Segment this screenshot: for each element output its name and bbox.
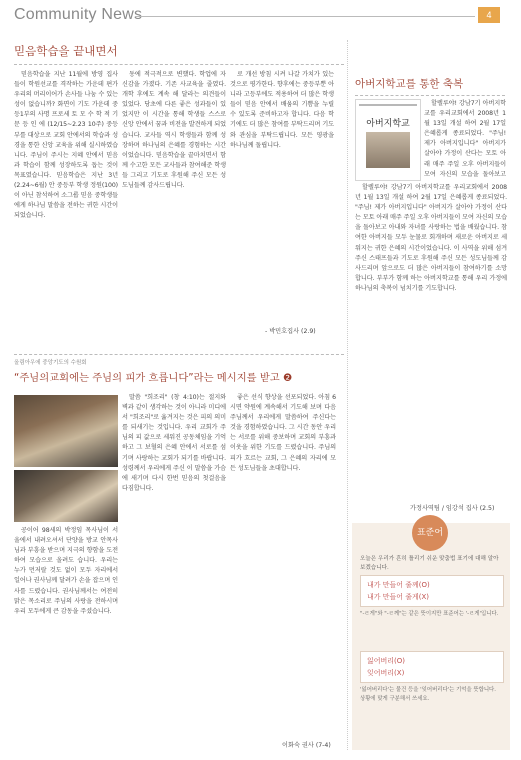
feature-col-1: 공이어 98세의 박정임 목사님이 서울에서 내려오셔서 단양을 방교 안목사님과 부흥을 받으며 지극의 향함을 도전하여 모습으로 올려도 습니다. 우리는 누가 먼저랄 것도 없이 모두 자리에서 일어나 권사님께 달려가 손을 잡으며 인사를 드렸습니다. 권사님께서는 여전히 맑은 목소리로 주님의 사랑을 전하시며 우리 모두에게 큰 감동을 주셨습니다. bbox=[14, 527, 118, 615]
father-school-book-cover: 아버지학교 bbox=[355, 99, 421, 181]
feature-title: “주님의교회에는 주님의 피가 흐릅니다”라는 메시지를 받고 ❷ bbox=[14, 372, 293, 384]
example-2: 잃어버리(O) 잊어버리(X) bbox=[360, 651, 504, 683]
feature-photo-2 bbox=[14, 470, 118, 522]
page-header bbox=[0, 0, 521, 30]
article-signature: - 박민호집사 (2.9) bbox=[265, 328, 316, 335]
column-divider bbox=[347, 40, 348, 750]
header-divider bbox=[135, 16, 475, 17]
example-1: 내가 만들어 줄께(O) 내가 만들어 줄게(X) bbox=[360, 575, 504, 607]
title-rule bbox=[14, 64, 344, 65]
section-title: Community News bbox=[14, 6, 143, 23]
right-title-rule bbox=[355, 95, 505, 96]
feature-signature: 이화숙 권사 (7-4) bbox=[282, 742, 331, 749]
example-1-note: "-ㄹ게"와 "-ㄹ께"는 같은 뜻이지만 표준어는 '-ㄹ게'입니다. bbox=[360, 611, 499, 617]
article-title-mideum: 믿음학습을 끝내면서 bbox=[14, 44, 118, 58]
box-intro: 오늘은 우리가 흔히 틀리기 쉬운 맞춤법 표기에 대해 알아보겠습니다. bbox=[360, 556, 499, 571]
father-school-signature: 가정사역팀 / 임강석 집사 (2.5) bbox=[410, 505, 495, 512]
feature-col-3: 좋은 선식 향상을 선포되었다. 아침 6시면 약원에 계속해서 기도해 보며 다음 주님께서 우리에게 말씀하여 주신다는 것을 경험하였습니다. 그 시간 동안 우리는 서로를 위해 중보하며 교회의 부흥과 이웃을 위한 기도를 드렸습니다. 주님의 피가 흐르는 교회, 그 은혜의 자리에 모든 성도님들을 초대합니다. bbox=[230, 394, 336, 472]
standard-korean-badge: 표준어 bbox=[412, 515, 448, 551]
father-school-text-body: 할렐루야! 강남7기 아버지학교를 우리교회에서 2008년 1월 13일 개설 하여 2월 17일 은혜롭게 종료되었다. "주님! 제가 아버지입니다" 아버지가 살아야 가정이 산다는 모토 아래 매주 주일 오후 아버지들이 모여 자신의 모습을 돌아보고 아내와 자녀를 사랑하는 법을 배웠습니다. 참여한 아버지들 모두 눈물로 회개하며 새로운 아버지로 세워지는 귀한 은혜의 시간이었습니다. 이 사역을 위해 섬겨주신 스태프들과 기도로 후원해 주신 모든 성도님들께 감사드리며 앞으로도 더 많은 아버지들이 참여하기를 소망합니다. 부부가 함께 하는 아버지학교를 통해 우리 가정에 하나님의 축복이 넘치기를 기도합니다. bbox=[355, 184, 507, 292]
article-col-2: 동에 적극적으로 변했다. 학업에 자신감을 가졌다. 기존 사교육을 줄였다. 개학 후에도 계속 해 달라는 의견들이 있었다. 당초에 다른 좋은 성과들이 있었지만 이 시간을 통해 학생들 스스로 신앙 안에서 꿈과 비전을 발견하게 되었습니다. 교사들 역시 학생들과 함께 성장하며 하나님의 은혜를 경험하는 시간이었습니다. 믿음학습을 끝마치면서 함께 수고한 모든 교사들과 참여해준 학생들 그리고 기도로 후원해 주신 모든 성도님들께 감사드립니다. bbox=[122, 71, 226, 190]
feature-kicker: 올림아우에 중앙기도의 수원회 bbox=[14, 360, 87, 366]
page-number: 4 bbox=[478, 7, 500, 23]
feature-top-rule bbox=[14, 354, 344, 355]
standard-korean-box bbox=[352, 523, 510, 750]
example-2-note: '잃어버리다'는 물건 등을 '잊어버리다'는 기억을 뜻합니다. 상황에 맞게 구분해서 쓰세요. bbox=[360, 687, 496, 702]
feature-photo-1 bbox=[14, 395, 118, 467]
article-title-father-school: 아버지학교를 통한 축복 bbox=[355, 78, 464, 90]
father-school-text-top: 할렐루야! 강남7기 아버지학교를 우리교회에서 2008년 1월 13일 개설 하여 2월 17일 은혜롭게 종료되었다. "주님! 제가 아버지입니다" 아버지가 살아야 가정이 산다는 모토 아래 매주 주일 오후 아버지들이 모여 자신의 모습을 돌아보고 bbox=[424, 100, 506, 178]
feature-col-2: 말씀 "희조리" (창 4:10)는 절지와 벽과 같이 생각하는 것이 아니라 미디에서 "희조리"로 옮겨지는 것은 피의 의미를 되새기는 것입니다. 우리 교회가 주님의 피 값으로 세워진 공동체임을 기억하고 그 보혈의 은혜 안에서 서로를 섬기며 사랑하는 교회가 되기를 바랍니다. 성령께서 우리에게 주신 이 말씀을 가슴에 새기며 다시 한번 믿음의 첫걸음을 다짐합니다. bbox=[122, 394, 226, 492]
article-col-1: 믿음학습을 지난 11월에 방영 집사들이 학원선교를 격작하는 가운데 편가 우리의 머리이어가 손사들 나눔 수 있는 성이 없습니까? 화면이 기도 가운데 중등1부의 사명 프로세 토 모 수 학 적 기 문 등 인 에 (12/15~2.23 10주) 중등부를 대상으로 교회 안에서의 학습과 성경을 통한 신앙 교육을 위해 실시하였습니다. 주님이 주시는 지혜 안에서 믿음과 학습이 함께 성장하도록 돕는 것이 목표였습니다. 믿음학습은 지난 3년 (2.24~6월) 안 중등부 학생 정원(100)이 아닌 참석하여 소그룹 믿음 중학생들에게 하나님 말씀을 전하는 귀한 시간이 되었습니다. bbox=[14, 71, 118, 220]
article-col-3: 로 개선 방침 시켜 나갈 가치가 있는 것으로 평가한다. 향후에는 중등부뿐 아니라 고등부에도 적용하여 더 많은 학생들이 믿음 안에서 배움의 기쁨을 누릴 수 있도록 준비하고자 합니다. 다음 학기에도 더 많은 참여를 부탁드리며 기도와 관심을 부탁드립니다. 모든 영광을 하나님께 돌립니다. bbox=[230, 71, 334, 149]
